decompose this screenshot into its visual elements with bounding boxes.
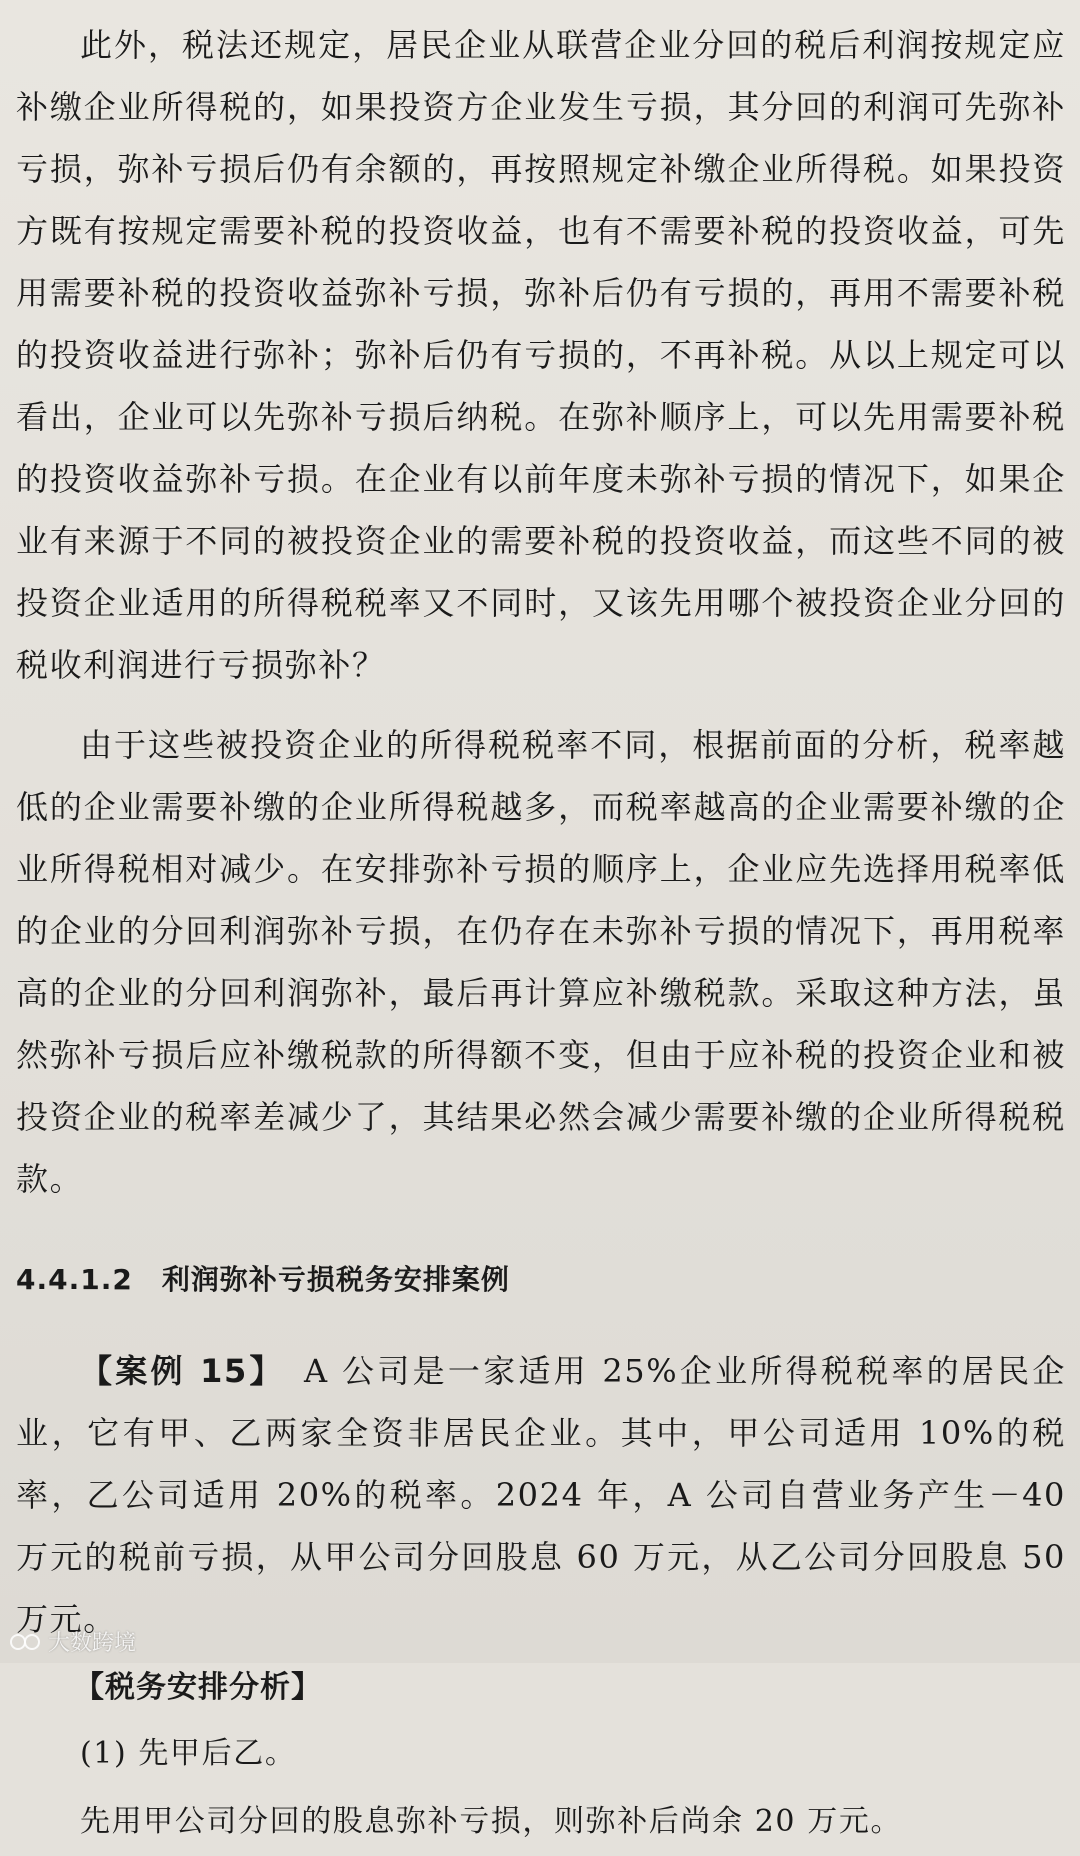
- paragraph-tax-rules: 此外，税法还规定，居民企业从联营企业分回的税后利润按规定应补缴企业所得税的，如果投资方企业发生亏损，其分回的利润可先弥补亏损，弥补亏损后仍有余额的，再按照规定补缴企业所得税。如果投资方既有按规定需要补税的投资收益，也有不需要补税的投资收益，可先用需要补税的投资收益弥补亏损，弥补后仍有亏损的，再用不需要补税的投资收益进行弥补；弥补后仍有亏损的，不再补税。从以上规定可以看出，企业可以先弥补亏损后纳税。在弥补顺序上，可以先用需要补税的投资收益弥补亏损。在企业有以前年度未弥补亏损的情况下，如果企业有来源于不同的被投资企业的需要补税的投资收益，而这些不同的被投资企业适用的所得税税率又不同时，又该先用哪个被投资企业分回的税收利润进行亏损弥补？: [16, 26, 1066, 684]
- case-label: 【案例 15】: [80, 1352, 269, 1390]
- section-heading: 4.4.1.2 利润弥补亏损税务安排案例: [16, 1263, 510, 1296]
- watermark-text: 大数跨境: [48, 1631, 137, 1656]
- analysis-item-1: (1) 先甲后乙。: [80, 1736, 297, 1771]
- case-text: A 公司是一家适用 25%企业所得税税率的居民企业，它有甲、乙两家全资非居民企业。其中，甲公司适用 10%的税率，乙公司适用 20%的税率。2024 年，A 公司自营业务产生－40 万元的税前亏损，从甲公司分回股息 60 万元，从乙公司分回股息 50 万元。: [16, 1352, 1066, 1638]
- analysis-heading: 【税务安排分析】: [74, 1670, 322, 1705]
- page-content: [16, 14, 1066, 1856]
- watermark: [8, 1626, 136, 1657]
- analysis-item-2: 先用甲公司分回的股息弥补亏损，则弥补后尚余 20 万元。: [80, 1804, 903, 1839]
- case-paragraph: [16, 1340, 1066, 1650]
- paragraph-compensation-order: 由于这些被投资企业的所得税税率不同，根据前面的分析，税率越低的企业需要补缴的企业所得税越多，而税率越高的企业需要补缴的企业所得税相对减少。在安排弥补亏损的顺序上，企业应先选择用税率低的企业的分回利润弥补亏损，在仍存在未弥补亏损的情况下，再用税率高的企业的分回利润弥补，最后再计算应补缴税款。采取这种方法，虽然弥补亏损后应补缴税款的所得额不变，但由于应补税的投资企业和被投资企业的税率差减少了，其结果必然会减少需要补缴的企业所得税税款。: [16, 726, 1066, 1198]
- loop-logo-icon: [8, 1631, 42, 1653]
